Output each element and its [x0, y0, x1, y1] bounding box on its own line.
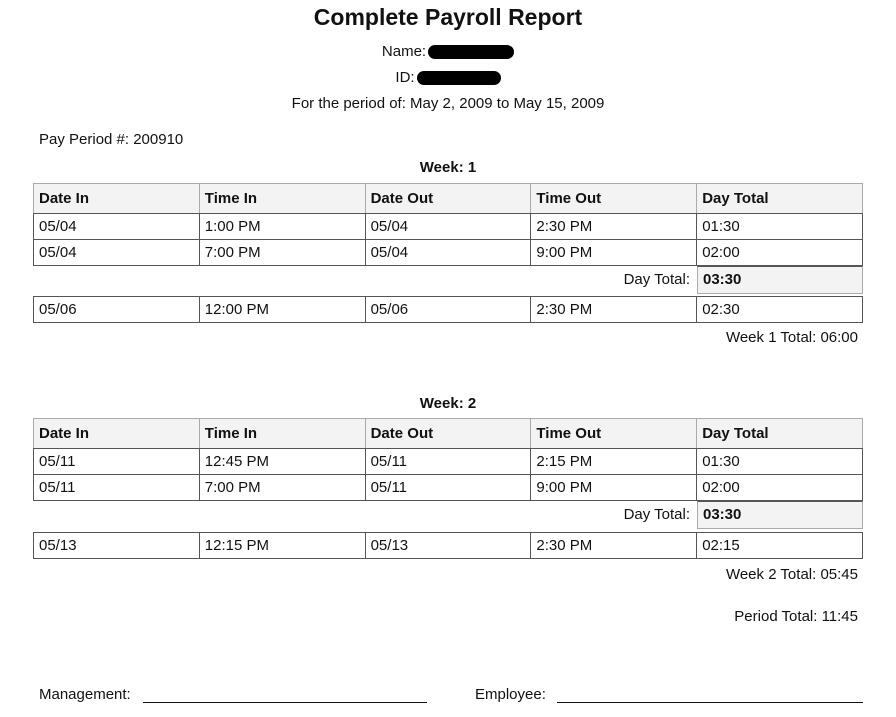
week-2-table [33, 418, 863, 501]
cell: 9:00 PM [531, 475, 697, 501]
week-1-total: Week 1 Total: 06:00 [725, 329, 858, 346]
table-header [34, 419, 863, 449]
col-date-out: Date Out [365, 184, 531, 214]
cell: 05/13 [34, 533, 200, 559]
col-time-in: Time In [199, 184, 365, 214]
table-row [34, 475, 863, 501]
table-row [34, 533, 863, 559]
cell: 01:30 [697, 214, 863, 240]
week-1-label: Week: 1 [419, 159, 477, 176]
cell: 05/11 [34, 475, 200, 501]
cell: 05/06 [34, 297, 200, 323]
management-signature-label: Management: [39, 686, 131, 703]
week-2-total: Week 2 Total: 05:45 [725, 566, 858, 583]
table-row [34, 214, 863, 240]
col-time-in: Time In [199, 419, 365, 449]
week-2-label: Week: 2 [419, 395, 477, 412]
name-label: Name: [381, 43, 427, 60]
cell: 7:00 PM [199, 240, 365, 266]
redacted-id [417, 71, 501, 85]
management-signature-line [143, 702, 427, 703]
cell: 2:30 PM [531, 533, 697, 559]
cell: 02:15 [697, 533, 863, 559]
cell: 01:30 [697, 449, 863, 475]
cell: 7:00 PM [199, 475, 365, 501]
cell: 12:00 PM [199, 297, 365, 323]
col-time-out: Time Out [531, 184, 697, 214]
day-total-label: Day Total: [623, 271, 690, 288]
cell: 05/04 [365, 240, 531, 266]
col-date-out: Date Out [365, 419, 531, 449]
col-day-total: Day Total [697, 419, 863, 449]
day-total-row [33, 266, 863, 294]
cell: 05/13 [365, 533, 531, 559]
id-label: ID: [395, 69, 415, 86]
col-date-in: Date In [34, 419, 200, 449]
cell: 05/06 [365, 297, 531, 323]
col-date-in: Date In [34, 184, 200, 214]
cell: 12:15 PM [199, 533, 365, 559]
employee-signature-line [557, 702, 863, 703]
cell: 02:00 [697, 475, 863, 501]
cell: 9:00 PM [531, 240, 697, 266]
table-row [34, 449, 863, 475]
id-line [0, 69, 896, 86]
table-row [34, 240, 863, 266]
cell: 05/04 [365, 214, 531, 240]
week-2-table-day-2 [33, 532, 863, 559]
report-title: Complete Payroll Report [313, 4, 583, 30]
cell: 05/04 [34, 240, 200, 266]
redacted-name [428, 45, 514, 59]
cell: 05/11 [365, 449, 531, 475]
table-row [34, 297, 863, 323]
cell: 05/11 [365, 475, 531, 501]
day-total-row [33, 501, 863, 529]
week-1-table-day-2 [33, 296, 863, 323]
cell: 02:30 [697, 297, 863, 323]
period-total: Period Total: 11:45 [734, 608, 858, 625]
cell: 05/04 [34, 214, 200, 240]
employee-signature-label: Employee: [475, 686, 546, 703]
day-total-value: 03:30 [697, 501, 863, 529]
cell: 12:45 PM [199, 449, 365, 475]
cell: 2:30 PM [531, 214, 697, 240]
cell: 02:00 [697, 240, 863, 266]
name-line [0, 43, 896, 60]
cell: 1:00 PM [199, 214, 365, 240]
col-day-total: Day Total [697, 184, 863, 214]
cell: 05/11 [34, 449, 200, 475]
table-header [34, 184, 863, 214]
col-time-out: Time Out [531, 419, 697, 449]
period-range: For the period of: May 2, 2009 to May 15, 2009 [291, 95, 605, 112]
pay-period-number: Pay Period #: 200910 [39, 131, 184, 148]
cell: 2:30 PM [531, 297, 697, 323]
day-total-label: Day Total: [623, 506, 690, 523]
cell: 2:15 PM [531, 449, 697, 475]
day-total-value: 03:30 [697, 266, 863, 294]
week-1-table [33, 183, 863, 266]
